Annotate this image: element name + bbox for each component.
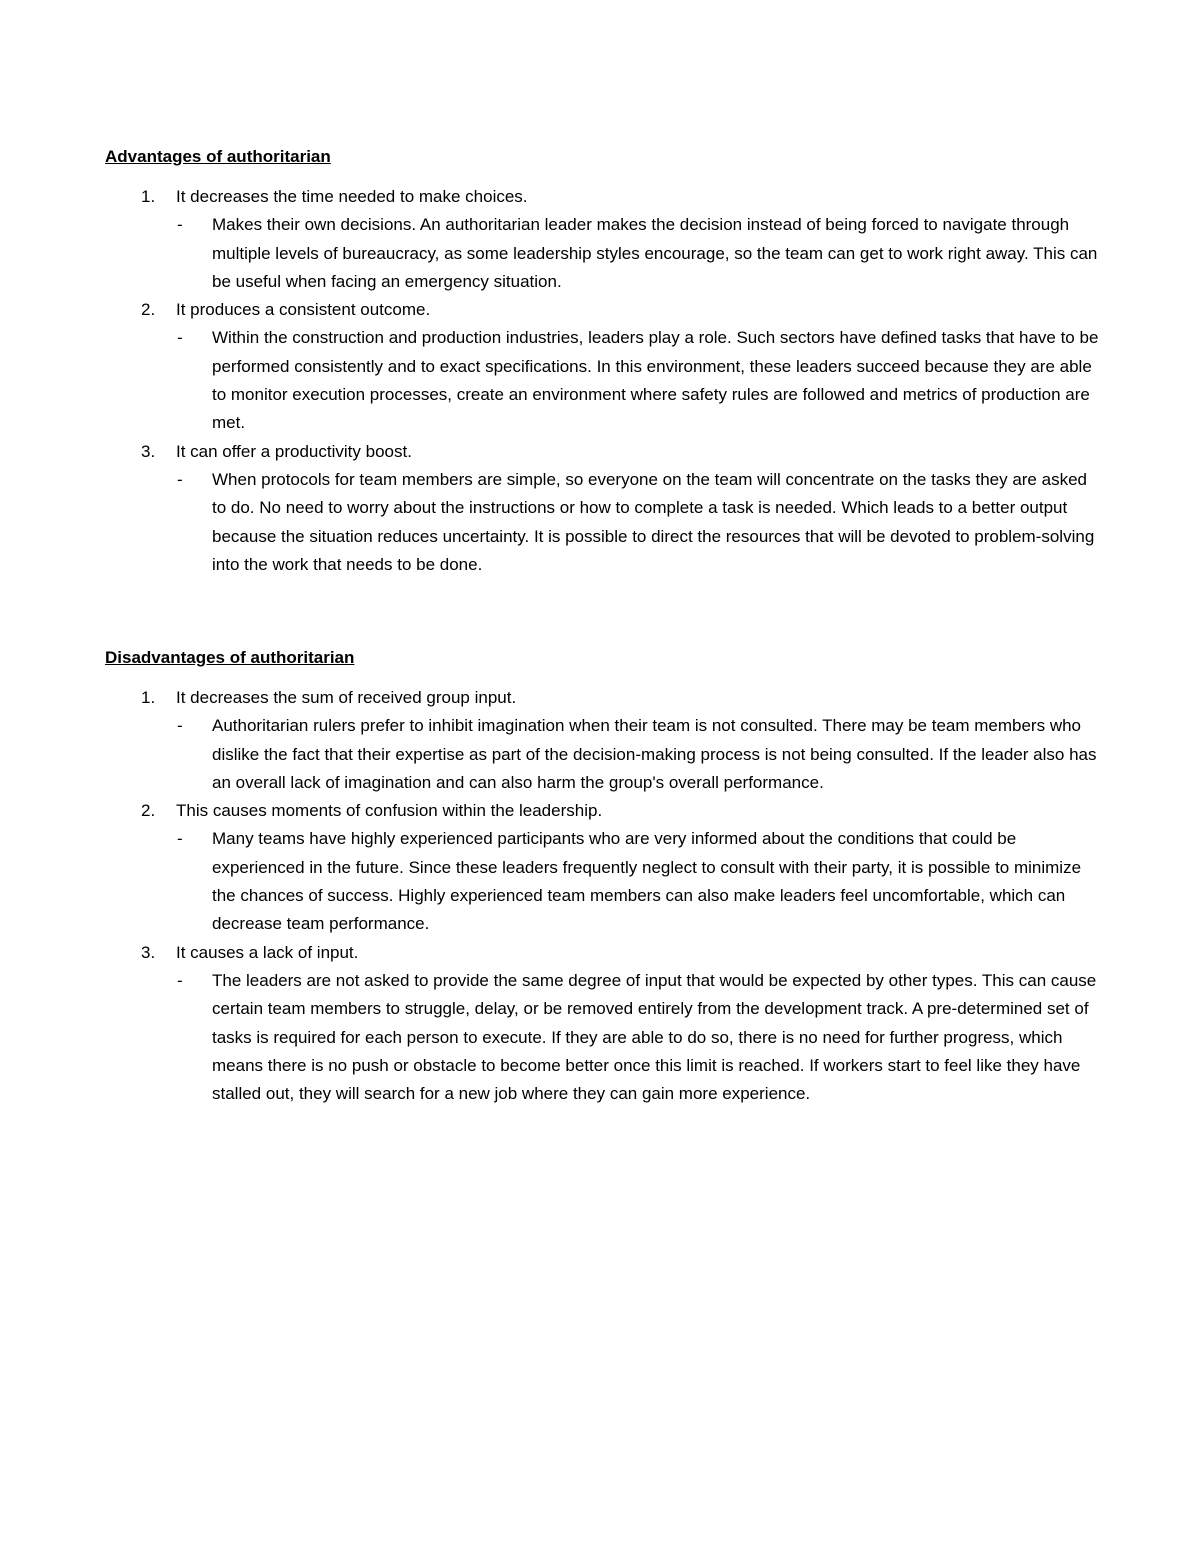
- advantage-item-title: It decreases the time needed to make choices.: [176, 187, 528, 206]
- disadvantages-section: [105, 644, 1105, 1108]
- disadvantage-item-detail: Many teams have highly experienced participants who are very informed about the conditions that could be experienced in the future. Since these leaders frequently neglect to consult with their party, it is possible to minimize the chances of success. Highly experienced team members can also make leaders feel uncomfortable, which can decrease team performance.: [212, 829, 1082, 934]
- dash-bullet: -: [177, 215, 183, 235]
- advantages-section: [105, 143, 1105, 579]
- advantage-item-number: 1.: [141, 187, 156, 206]
- disadvantage-item: [105, 797, 1105, 938]
- disadvantage-item-title: It decreases the sum of received group input.: [176, 688, 517, 707]
- disadvantage-item-detail: Authoritarian rulers prefer to inhibit imagination when their team is not consulted. There may be team members who dislike the fact that their expertise as part of the decision-making process is not being consulted. If the leader also has an overall lack of imagination and can also harm the group's overall performance.: [212, 716, 1097, 792]
- disadvantages-heading: Disadvantages of authoritarian: [105, 648, 355, 667]
- advantages-heading: Advantages of authoritarian: [105, 147, 331, 166]
- advantage-item-detail: Makes their own decisions. An authoritarian leader makes the decision instead of being forced to navigate through multiple levels of bureaucracy, as some leadership styles encourage, so the team can get to work right away. This can be useful when facing an emergency situation.: [212, 215, 1098, 291]
- advantage-item-detail: Within the construction and production industries, leaders play a role. Such sectors have defined tasks that have to be performed consistently and to exact specifications. In this environment, these leaders succeed because they are able to monitor execution processes, create an environment where safety rules are followed and metrics of production are met.: [212, 328, 1099, 433]
- dash-bullet: -: [177, 469, 183, 489]
- advantage-item: [105, 296, 1105, 437]
- disadvantage-item-number: 1.: [141, 688, 156, 707]
- disadvantage-item: [105, 939, 1105, 1109]
- advantage-item-title: It can offer a productivity boost.: [176, 441, 412, 461]
- advantage-item-number: 2.: [141, 300, 156, 320]
- advantage-item-number: 3.: [141, 441, 156, 461]
- advantage-item: [105, 438, 1105, 579]
- advantage-item-title: It produces a consistent outcome.: [176, 300, 431, 320]
- dash-bullet: -: [177, 716, 183, 736]
- dash-bullet: -: [177, 970, 183, 990]
- advantage-item-detail: When protocols for team members are simple, so everyone on the team will concentrate on the tasks they are asked to do. No need to worry about the instructions or how to complete a task is needed. Which leads to a better output because the situation reduces uncertainty. It is possible to direct the resources that will be devoted to problem-solving into the work that needs to be done.: [212, 469, 1095, 574]
- disadvantage-item-title: This causes moments of confusion within the leadership.: [176, 801, 603, 821]
- advantage-item: [105, 183, 1105, 296]
- disadvantage-item-title: It causes a lack of input.: [176, 942, 359, 962]
- dash-bullet: -: [177, 829, 183, 849]
- disadvantage-item-detail: The leaders are not asked to provide the same degree of input that would be expected by other types. This can cause certain team members to struggle, delay, or be removed entirely from the development track. A pre-determined set of tasks is required for each person to execute. If they are able to do so, there is no need for further progress, which means there is no push or obstacle to become better once this limit is reached. If workers start to feel like they have stalled out, they will search for a new job where they can gain more experience.: [212, 970, 1097, 1104]
- disadvantage-item-number: 2.: [141, 801, 156, 821]
- disadvantage-item-number: 3.: [141, 942, 156, 962]
- disadvantage-item: [105, 684, 1105, 797]
- dash-bullet: -: [177, 328, 183, 348]
